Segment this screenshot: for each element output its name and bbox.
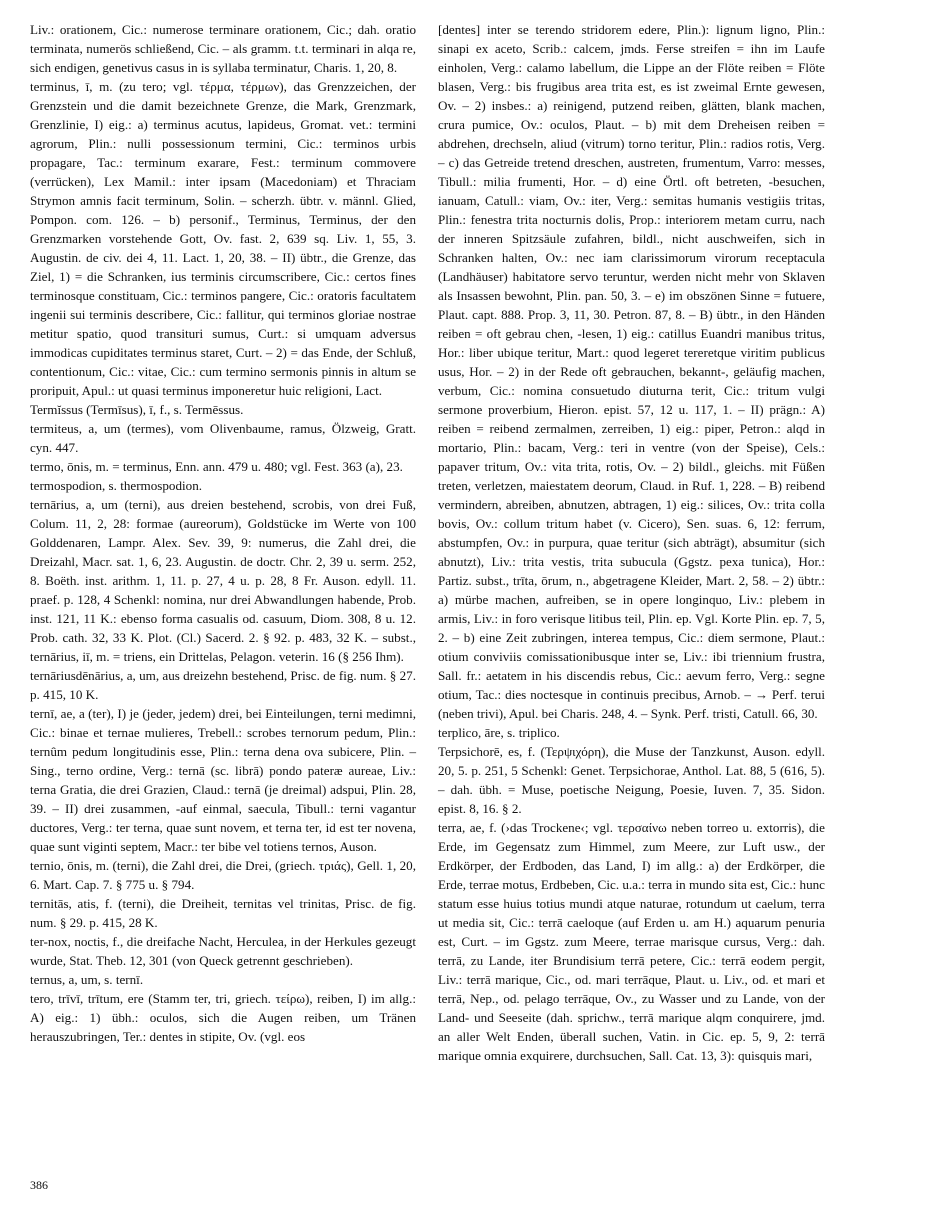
entry-termiteus: termiteus, a, um (termes), vom Olivenbaume, ramus, Ölzweig, Gratt. cyn. 447. (30, 421, 416, 455)
entry-ternitas: ternitās, atis, f. (terni), die Dreiheit, ternitas vel trinitas, Prisc. de fig. num. § 29. p. 415, 28 K. (30, 896, 416, 930)
entry-tero-continued: [dentes] inter se terendo stridorem edere, Plin.): lignum ligno, Plin.: sinapi ex aceto, Scrib.: calcem, jmds. Ferse streifen = ihn im Laufe einholen, Verg.: calamo labellum, die Lippe an der Flöte reiben = Flöte blasen, Verg.: bis frugibus area trita est, es ist zweimal Ernte gewesen, Ov. – 2) insbes.: a) reinigend, putzend reiben, glätten, blank machen, crura pumice, Ov.: oculos, Plaut. – b) mit dem Dreheisen reiben = abdrehen, drechseln, aliud (vitrum) torno teritur, Plin.: radios rotis, Verg. – c) das Getreide tretend dreschen, austreten, frumentum, Varro: messes, Tibull.: milia frumenti, Hor. – d) eine Örtl. oft betreten, -besuchen, ianuam, Catull.: viam, Ov.: iter, Verg.: semitas humanis vestigiis tritas, Plin.: fenestra trita nocturnis dolis, Prop.: interiorem metam curru, nach der inneren Spitzsäule zufahren, bildl., nicht auschweifen, sich in Schranken halten, Ov.: nec iam clarissimorum virorum receptacula (Landhäuser) habitatore servo teruntur, werden nicht mehr von Sklaven als Insassen bewohnt, Plin. pan. 50, 3. – e) im obszönen Sinne = futuere, Plaut. capt. 888. Prop. 3, 11, 30. Petron. 87, 8. – B) übtr., in den Händen reiben = oft gebrau chen, -lesen, 1) eig.: catillus Euandri manibus tritus, Hor.: liber ubique teritur, Mart.: quod legeret tereretque viritim publicus usus, Hor. – 2) in der Rede oft gebrauchen, bekannt-, geläufig machen, verbum, Cic.: nomina consuetudo diuturna terit, Cic.: tritum vulgi sermone proverbium, Hieron. epist. 57, 12 u. 117, 1. – II) prägn.: A) reiben = reibend zermalmen, zerreiben, 1) eig.: piper, Petron.: alqd in mortario, Plin.: bacam, Verg.: teri in ventre (von der Speise), Cels.: papaver tritum, Ov.: vita trita, rotis, Ov. – 2) bildl., gleichs. mit Füßen treten, verletzen, maiestatem deorum, Claud. in Ruf. 1, 228. – B) reibend vermindern, abreiben, abnutzen, abtragen, 1) eig.: silices, Ov.: trita colla bovis, Ov.: collum tritum habet (v. Cicero), Sen. suas. 6, 12: ferrum, abstumpfen, Ov.: in purpura, quae teritur (sich abträgt), absumitur (sich abnutzt), Liv.: trita vestis, trita subucula (Ggstz. pexa tunica), Hor.: Partiz. subst., trīta, ōrum, n., abgetragene Kleider, Mart. 2, 58. – 2) übtr.: a) mürbe machen, aufreiben, se in opere longinquo, Liv.: plebem in armis, Liv.: in foro verisque litibus teil, Plin. ep. Vgl. Korte Plin. ep. 7, 5, 2. – b) eine Zeit zubringen, interea tempus, Cic.: diem sermone, Plaut.: otium conviviis comissationibusque inter se, Liv.: ibi triennium frustra, Sall. fr.: aetatem in his discendis rebus, Cic.: aevum ferro, Verg.: segne otium, Tac.: dies noctesque in continuis precibus, Arnob. – → Perf. terui (neben trivi), Apul. bei Charis. 248, 4. – Synk. Perf. tristi, Catull. 66, 30. (438, 22, 825, 721)
page-number: 386 (30, 1178, 48, 1192)
entry-terpsichore: Terpsichorē, es, f. (Τερψιχόρη), die Muse der Tanzkunst, Auson. edyll. 20, 5. p. 251, 5 Schenkl: Genet. Terpsichorae, Anthol. Lat. 88, 5 (616, 5). – dah. übh. = Muse, poetische Neigung, Poesie, Iuven. 7, 35. Sidon. epist. 8, 16. § 2. (438, 744, 825, 816)
entry-terni: ternī, ae, a (ter), I) je (jeder, jedem) drei, bei Einteilungen, terni medimni, Cic.: binae et ternae mulieres, Trebell.: scrobes ternorum pedum, Plin.: ternûm pedum longitudinis esse, Plin.: terna dena ova subicere, Plin. – Sing., terno ordine, Verg.: ternā (sc. librā) pondo pateræ aureae, Liv.: terna Gratia, die drei Grazien, Claud.: ternā (je dreimal) adspui, Plin. 28, 39. – II) drei zusammen, -auf einmal, saecula, Tibull.: terni vagantur ductores, Verg.: ter terna, quae sunt novem, et terna ter, id est ter novena, quae sunt viginti septem, Macr.: ter bibe vel totiens ternos, Auson. (30, 706, 416, 854)
entry-terminus: terminus, ī, m. (zu tero; vgl. τέρμα, τέρμων), das Grenzzeichen, der Grenzstein und die damit bezeichnete Grenze, die Mark, Grenzmark, Grenzlinie, I) eig.: a) terminus acutus, lapideus, Gromat. vet.: termini agrorum, Plin.: nulli possessionum termini, Cic.: terminos urbis propagare, Tac.: terminum exarare, Fest.: terminum commovere (verrücken), Lex Mamil.: inter ipsam (Macedoniam) et Thraciam Strymon amnis facit terminum, Solin. – scherzh. übtr. v. männl. Glied, Pompon. com. 126. – b) personif., Terminus, Terminus, der den Grenzmarken vorstehende Gott, Ov. fast. 2, 639 sq. Liv. 1, 55, 3. Augustin. de civ. dei 4, 11. Lact. 1, 20, 38. – II) übtr., die Grenze, das Ziel, 1) = die Schranken, ius terminis circumscribere, Cic.: certos fines terminosque constituam, Cic.: terminos pangere, Cic.: oratoris facultatem ingenii sui terminis describere, Cic.: fallitur, qui terminos gloriae nostrae metitur spatio, quod transituri sumus, Curt.: si umquam adversus immodicas cupiditates terminus staret, Curt. – 2) = das Ende, der Schluß, contentionum, Cic.: vitae, Cic.: cum termino sermonis pinnis in altum se proripuit, Apul.: ut quasi terminus imponeretur huic religioni, Lact. (30, 79, 416, 398)
entry-ternio: ternio, ōnis, m. (terni), die Zahl drei, die Drei, (griech. τριάς), Gell. 1, 20, 6. Mart. Cap. 7. § 775 u. § 794. (30, 858, 416, 892)
entry-termo: termo, ōnis, m. = terminus, Enn. ann. 479 u. 480; vgl. Fest. 363 (a), 23. (30, 459, 403, 474)
entry-ternarius: ternārius, a, um (terni), aus dreien bestehend, scrobis, von drei Fuß, Colum. 11, 2, 28: formae (aureorum), Goldstücke im Werte von 100 Golddenaren, Lampr. Alex. Sev. 39, 9: numerus, die Zahl drei, die Dreizahl, Macr. sat. 1, 6, 23. Augustin. de doctr. Chr. 2, 39 u. serm. 252, 8. Boëth. inst. arithm. 1, 11. p. 27, 4 u. p. 28, 8 Fr. Auson. edyll. 11. praef. p. 128, 4 Schenkl: nomina, nur drei Abwandlungen habende, Prob. inst. 121, 11 K.: ebenso forma casualis od. casuum, Diom. 308, 8 u. 12. Prob. cath. 32, 33 K. Plot. (Cl.) Sacerd. 2. § 92. p. 483, 32 K. – subst., ternārius, iī, m. = triens, ein Drittelas, Pelagon. veterin. 16 (§ 256 Ihm). (30, 497, 416, 664)
left-column (30, 20, 416, 1046)
entry-ternox: ter-nox, noctis, f., die dreifache Nacht, Herculea, in der Herkules gezeugt wurde, Stat. Theb. 12, 301 (von Queck getrennt geschrieben). (30, 934, 416, 968)
entry-ternariusdenarius: ternāriusdēnārius, a, um, aus dreizehn bestehend, Prisc. de fig. num. § 27. p. 415, 10 K. (30, 668, 416, 702)
entry-terplico: terplico, āre, s. triplico. (438, 725, 560, 740)
entry: Liv.: orationem, Cic.: numerose terminare orationem, Cic.; dah. oratio terminata, numerös schließend, Cic. – als gramm. t.t. terminari in alqa re, sich endigen, genetivus casus in is syllaba terminatur, Charis. 1, 20, 8. (30, 22, 416, 75)
entry-terra: terra, ae, f. (›das Trockene‹; vgl. τερσαίνω neben torreo u. extorris), die Erde, im Gegensatz zum Himmel, zum Meere, zur Luft usw., der Erdkörper, der Erdboden, das Land, I) im allg.: a) der Erdkörper, die Erde, terrae motus, Erdbeben, Cic. u.a.: terra in mundo sita est, Cic.: hunc statum esse huius totius mundi atque naturae, rotundum ut caelum, terra ut media sit, Cic.: terrā caeloque (auf Erden u. am H.) aquarum penuria est, Curt. – im Ggstz. zum Meere, terrae marisque cursus, Verg.: dah. terrā, zu Lande, iter Brundisium terrā petere, Cic.: terrā eodem pergit, Liv.: terrā marique, Cic., od. mari terrāque, Plaut. u. Liv., od. et mari et terrā, Nep., od. pelago terrāque, Ov., zu Wasser und zu Lande, von der Land- und Seeseite (dah. sprichw., terrā marique alqm conquirere, jmd. an aller Welt Enden, überall suchen, Vatin. in Cic. ep. 5, 9, 2: terrā marique omnia exquirere, durchsuchen, Sall. Cat. 13, 3): quisquis mari, (438, 820, 825, 1063)
entry-termospodion: termospodion, s. thermospodion. (30, 478, 203, 493)
entry-ternus: ternus, a, um, s. ternī. (30, 972, 144, 987)
right-column (438, 20, 825, 1065)
entry-tero: tero, trīvī, trītum, ere (Stamm ter, tri, griech. τείρω), reiben, I) im allg.: A) eig.: 1) übh.: oculos, sich die Augen reiben, um Tränen herauszubringen, Ter.: dentes in stipite, Ov. (vgl. eos (30, 991, 416, 1044)
entry-termissus: Termĭssus (Termīsus), ī, f., s. Termēssus. (30, 402, 244, 417)
